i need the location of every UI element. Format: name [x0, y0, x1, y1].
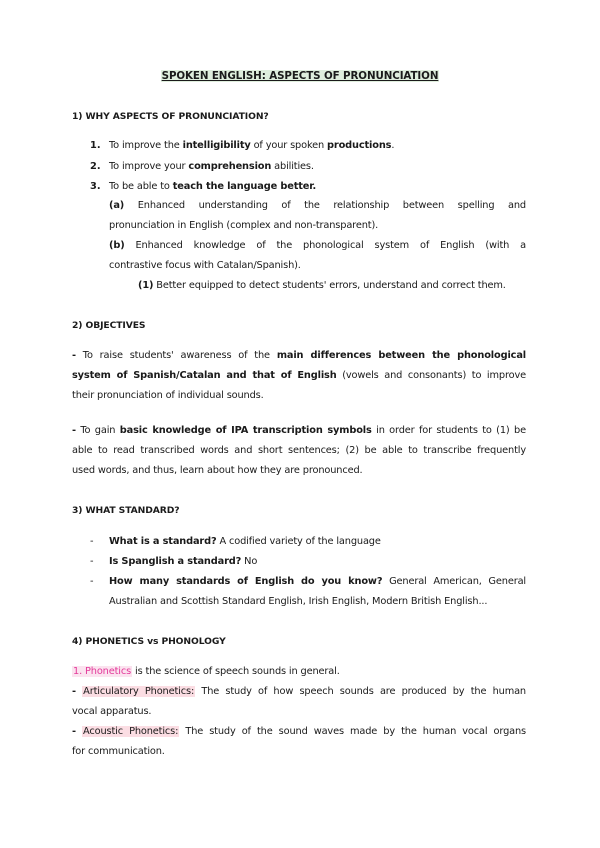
acoustic-phonetics-label: Acoustic Phonetics:: [83, 726, 179, 737]
list-number: 1.: [90, 140, 101, 151]
objective-2-line1: - To gain basic knowledge of IPA transcription symbols in order for students to (1) be: [72, 425, 526, 436]
section-heading-phonetics-vs-phonology: 4) PHONETICS vs PHONOLOGY: [72, 636, 226, 647]
phonetics-definition: 1. Phonetics is the science of speech sounds in general.: [73, 666, 340, 677]
bullet-dash: -: [90, 556, 94, 567]
sub-item-b-line2: contrastive focus with Catalan/Spanish).: [109, 260, 301, 271]
standard-answer-3-line2: Australian and Scottish Standard English, Irish English, Modern British English...: [109, 596, 488, 607]
section-heading-objectives: 2) OBJECTIVES: [72, 320, 146, 331]
list-item-intelligibility: To improve the intelligibility of your spoken productions.: [109, 140, 395, 151]
sub-item-a-line2: pronunciation in English (complex and non-transparent).: [109, 220, 379, 231]
phonetics-label: 1. Phonetics: [73, 666, 132, 677]
articulatory-phonetics-label: Articulatory Phonetics:: [83, 686, 195, 697]
acoustic-phonetics-line2: for communication.: [72, 746, 165, 757]
articulatory-phonetics-line1: - Articulatory Phonetics: The study of how speech sounds are produced by the human: [72, 686, 526, 697]
document-title: SPOKEN ENGLISH: ASPECTS OF PRONUNCIATION: [161, 70, 439, 82]
articulatory-phonetics-line2: vocal apparatus.: [72, 706, 152, 717]
section-heading-what-standard: 3) WHAT STANDARD?: [72, 505, 180, 516]
sub-item-a-line1: (a) Enhanced understanding of the relationship between spelling and: [109, 200, 526, 211]
bullet-dash: -: [90, 576, 94, 587]
objective-1-line3: their pronunciation of individual sounds.: [72, 390, 264, 401]
section-heading-why-pronunciation: 1) WHY ASPECTS OF PRONUNCIATION?: [72, 111, 269, 122]
list-number: 3.: [90, 181, 101, 192]
standard-question-1: What is a standard? A codified variety of the language: [109, 536, 381, 547]
objective-2-line3: used words, and thus, learn about how they are pronounced.: [72, 465, 363, 476]
objective-1-line1: - To raise students' awareness of the main differences between the phonological: [72, 350, 526, 361]
bullet-dash: -: [90, 536, 94, 547]
list-item-teach: To be able to teach the language better.: [109, 181, 317, 192]
acoustic-phonetics-line1: - Acoustic Phonetics: The study of the sound waves made by the human vocal organs: [72, 726, 527, 737]
objective-1-line2: system of Spanish/Catalan and that of English (vowels and consonants) to improve: [72, 370, 526, 381]
objective-2-line2: able to read transcribed words and short sentences; (2) be able to transcribe frequently: [72, 445, 526, 456]
standard-question-3: How many standards of English do you know? General American, General: [109, 576, 526, 587]
list-item-comprehension: To improve your comprehension abilities.: [109, 161, 314, 172]
sub-sub-item-1: (1) Better equipped to detect students' errors, understand and correct them.: [138, 280, 506, 291]
list-number: 2.: [90, 161, 101, 172]
standard-question-2: Is Spanglish a standard? No: [109, 556, 258, 567]
sub-item-b-line1: (b) Enhanced knowledge of the phonological system of English (with a: [109, 240, 527, 251]
